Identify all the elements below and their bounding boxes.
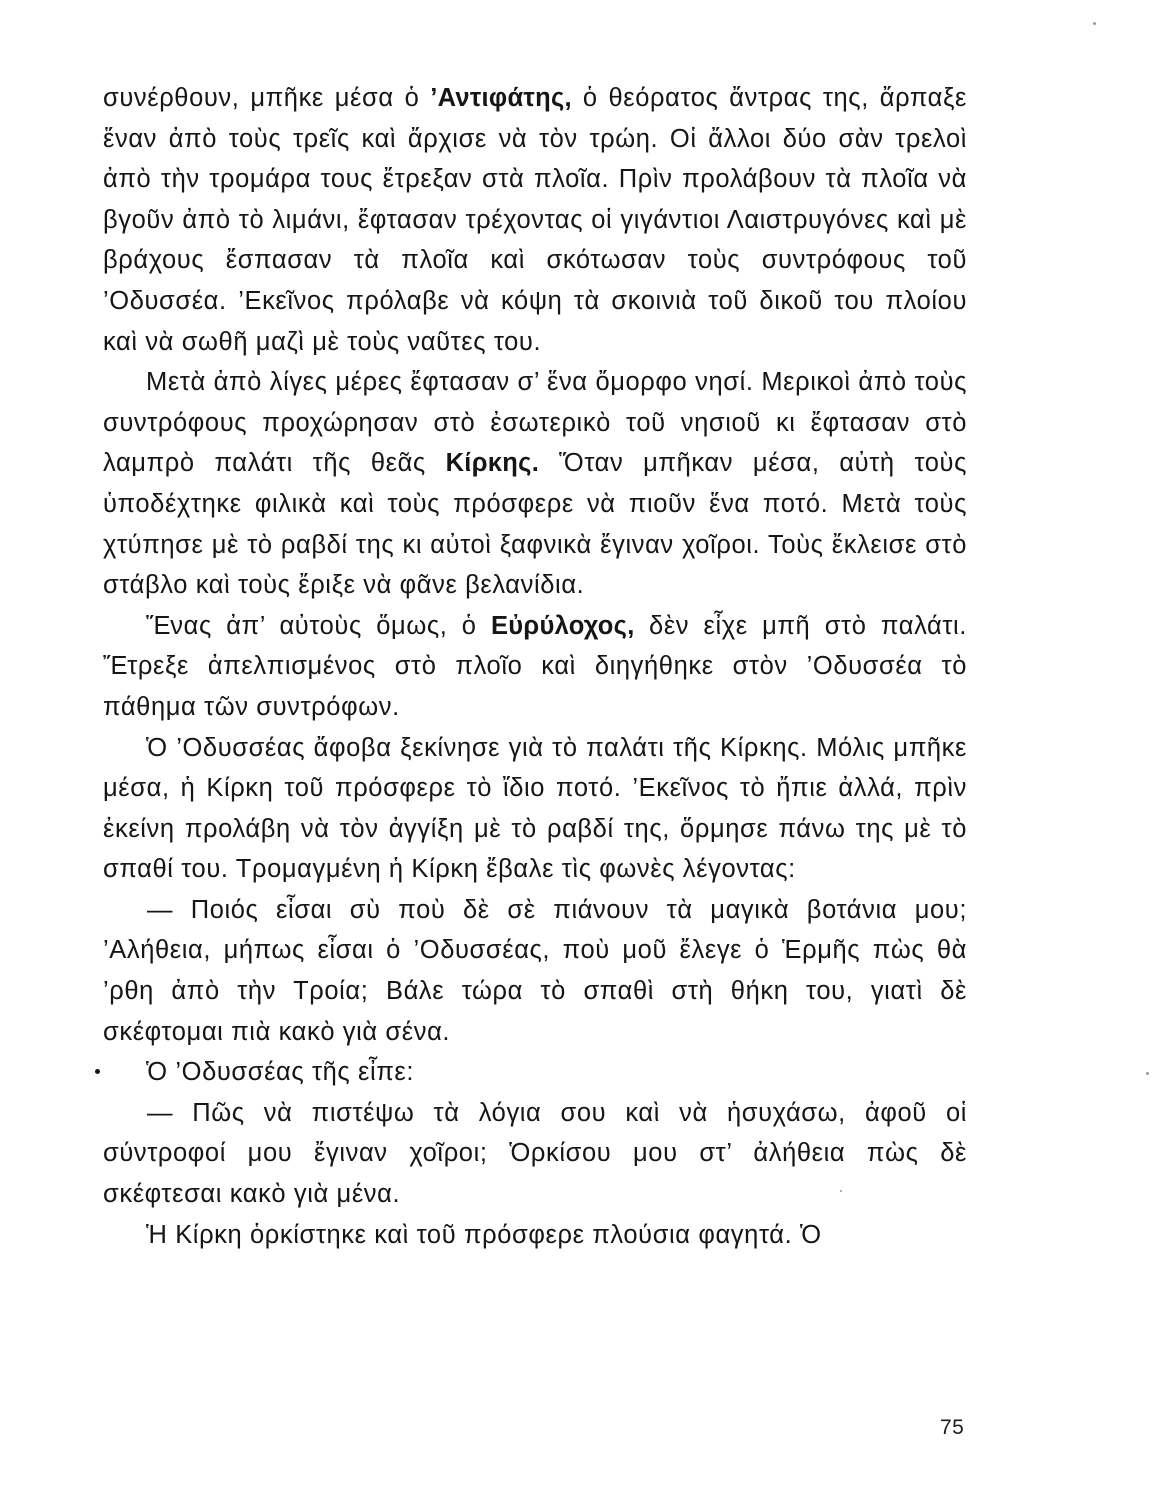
scan-speck bbox=[840, 1190, 842, 1192]
scan-speck bbox=[1146, 1072, 1149, 1075]
scan-speck bbox=[1093, 22, 1096, 25]
paragraph-odysseus-replies: Ὁ ’Οδυσσέας τῆς εἶπε: bbox=[103, 1052, 967, 1093]
paragraph-kirke-oath: Ἡ Κίρκη ὁρκίστηκε καὶ τοῦ πρόσφερε πλούσια φαγητά. Ὁ bbox=[146, 1220, 822, 1249]
paragraph-eurylochos: Ἕνας ἀπ’ αὐτοὺς ὅμως, ὁ Εὐρύλοχος, δὲν εἶχε μπῆ στὸ παλάτι. Ἔτρεξε ἀπελπισμένος στὸ πλοῖο καὶ διηγήθηκε στὸν ’Οδυσσέα τὸ πάθημα τῶν συντρόφων. bbox=[103, 611, 967, 721]
dialogue-odysseus: — Πῶς νὰ πιστέψω τὰ λόγια σου καὶ νὰ ἡσυχάσω, ἀφοῦ οἱ σύντροφοί μου ἔγιναν χοῖροι; Ὁρκίσου μου στ’ ἀλήθεια πὼς δὲ σκέφτεσαι κακὸ γιὰ μένα. bbox=[103, 1098, 967, 1209]
name-antiphates: ’Αντιφάτης, bbox=[430, 84, 572, 112]
name-kirke: Κίρκης. bbox=[445, 449, 540, 478]
dialogue-kirke: — Ποιός εἶσαι σὺ ποὺ δὲ σὲ πιάνουν τὰ μαγικὰ βοτάνια μου; ’Αλήθεια, μήπως εἶσαι ὁ ’Οδυσσέας, ποὺ μοῦ ἔλεγε ὁ Ἑρμῆς πὼς θὰ ’ρθη ἀπὸ τὴν Τροία; Βάλε τώρα τὸ σπαθὶ στὴ θήκη του, γιατὶ δὲ σκέφτομαι πιὰ κακὸ γιὰ σένα. bbox=[103, 895, 967, 1046]
name-eurylochos: Εὐρύλοχος, bbox=[490, 611, 635, 640]
page-number: 75 bbox=[940, 1416, 965, 1439]
body-text bbox=[103, 78, 967, 1255]
paragraph-odysseus-sets-out: Ὁ ’Οδυσσέας ἄφοβα ξεκίνησε γιὰ τὸ παλάτι τῆς Κίρκης. Μόλις μπῆκε μέσα, ἡ Κίρκη τοῦ πρόσφερε τὸ ἴδιο ποτό. ’Εκεῖνος τὸ ἤπιε ἀλλά, πρὶν ἐκείνη προλάβη νὰ τὸν ἀγγίξη μὲ τὸ ραβδί της, ὅρμησε πάνω της μὲ τὸ σπαθί του. Τρομαγμένη ἡ Κίρκη ἔβαλε τὶς φωνὲς λέγοντας: bbox=[103, 733, 967, 884]
paragraph-antiphates: συνέρθουν, μπῆκε μέσα ὁ ’Αντιφάτης, ὁ θεόρατος ἄντρας της, ἄρπαξε ἕναν ἀπὸ τοὺς τρεῖς καὶ ἄρχισε νὰ τὸν τρώη. Οἱ ἄλλοι δύο σὰν τρελοὶ ἀπὸ τὴν τρομάρα τους ἔτρεξαν στὰ πλοῖα. Πρὶν προλάβουν τὰ πλοῖα νὰ βγοῦν ἀπὸ τὸ λιμάνι, ἔφτασαν τρέχοντας οἱ γιγάντιοι Λαιστρυγόνες καὶ μὲ βράχους ἔσπασαν τὰ πλοῖα καὶ σκότωσαν τοὺς συντρόφους τοῦ ’Οδυσσέα. ’Εκεῖνος πρόλαβε νὰ κόψη τὰ σκοινιὰ τοῦ δικοῦ του πλοίου καὶ νὰ σωθῆ μαζὶ μὲ τοὺς ναῦτες του. bbox=[103, 84, 967, 356]
stray-ink-dot bbox=[95, 1069, 100, 1074]
paragraph-kirke-island: Μετὰ ἀπὸ λίγες μέρες ἔφτασαν σ’ ἕνα ὄμορφο νησί. Μερικοὶ ἀπὸ τοὺς συντρόφους προχώρησαν στὸ ἐσωτερικὸ τοῦ νησιοῦ κι ἔφτασαν στὸ λαμπρὸ παλάτι τῆς θεᾶς Κίρκης. Ὅταν μπῆκαν μέσα, αὐτὴ τοὺς ὑποδέχτηκε φιλικὰ καὶ τοὺς πρόσφερε νὰ πιοῦν ἕνα ποτό. Μετὰ τοὺς χτύπησε μὲ τὸ ραβδί της κι αὐτοὶ ξαφνικὰ ἔγιναν χοῖροι. Τοὺς ἔκλεισε στὸ στάβλο καὶ τοὺς ἔριξε νὰ φᾶνε βελανίδια. bbox=[103, 368, 967, 600]
